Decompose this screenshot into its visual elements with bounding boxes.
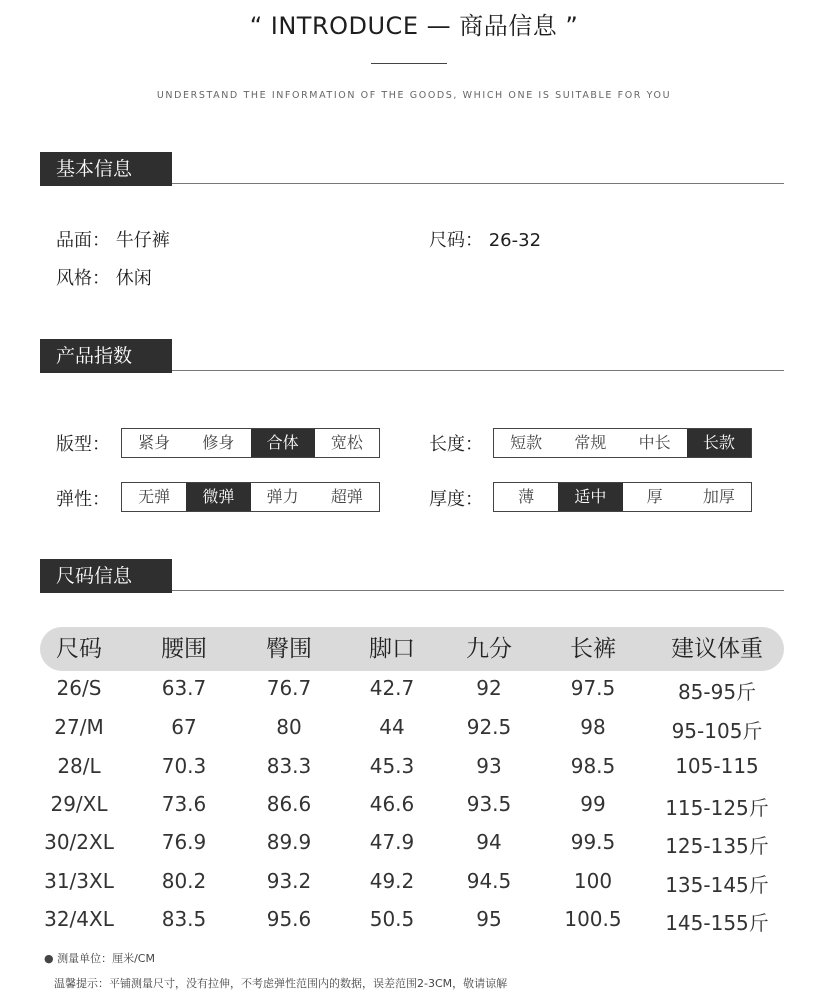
size-table-cell: 67 [171, 715, 197, 739]
elasticity-label: 弹性： [56, 489, 110, 510]
size-table-cell: 105-115 [675, 754, 759, 778]
thickness-option-selected: 适中 [558, 483, 622, 511]
size-table-cell: 73.6 [161, 792, 207, 816]
size-table-cell: 26/S [56, 676, 102, 700]
length-selector [493, 428, 752, 458]
size-table-cell: 31/3XL [44, 869, 114, 893]
size-table-cell: 115-125斤 [665, 796, 769, 820]
size-table-cell: 94 [476, 830, 502, 854]
size-table-header-cell: 脚口 [369, 636, 415, 662]
size-table-cell: 89.9 [266, 830, 312, 854]
warm-tip-note: 温馨提示：平铺测量尺寸，没有拉伸，不考虑弹性范围内的数据，误差范围2-3CM，敬请谅解 [54, 977, 508, 990]
size-table-cell: 45.3 [369, 754, 415, 778]
size-table-cell: 98.5 [570, 754, 616, 778]
size-table-cell: 47.9 [369, 830, 415, 854]
size-table-cell: 76.9 [161, 830, 207, 854]
elasticity-option-selected: 微弹 [186, 483, 250, 511]
fit-option: 宽松 [330, 433, 363, 452]
size-range-info: 尺码： 26-32 [429, 230, 542, 251]
size-table-cell: 83.5 [161, 907, 207, 931]
section-basic-info-label: 基本信息 [40, 152, 172, 186]
size-table-cell: 92 [476, 676, 502, 700]
size-table-header-cell: 建议体重 [671, 636, 763, 662]
size-table-cell: 94.5 [466, 869, 512, 893]
size-table-header-cell: 尺码 [56, 636, 102, 662]
size-table-cell: 76.7 [266, 676, 312, 700]
size-table-cell: 99 [580, 792, 606, 816]
size-table-cell: 63.7 [161, 676, 207, 700]
length-option: 常规 [574, 433, 607, 452]
size-table-cell: 97.5 [570, 676, 616, 700]
section-divider [172, 370, 784, 372]
size-table-cell: 145-155斤 [665, 911, 769, 935]
size-table-cell: 80 [276, 715, 302, 739]
fit-option-selected: 合体 [251, 429, 315, 457]
size-table-cell: 83.3 [266, 754, 312, 778]
length-label: 长度： [429, 434, 483, 455]
size-table-header-cell: 长裤 [570, 636, 616, 662]
style-info: 风格： 休闲 [56, 268, 152, 289]
thickness-label: 厚度： [429, 489, 483, 510]
size-table-cell: 100.5 [564, 907, 622, 931]
elasticity-selector [121, 482, 380, 512]
size-table-cell: 80.2 [161, 869, 207, 893]
size-table-cell: 42.7 [369, 676, 415, 700]
size-table-cell: 93 [476, 754, 502, 778]
size-table-cell: 70.3 [161, 754, 207, 778]
page-subtitle: UNDERSTAND THE INFORMATION OF THE GOODS, WHICH ONE IS SUITABLE FOR YOU [156, 90, 672, 101]
size-table-cell: 99.5 [570, 830, 616, 854]
size-table-header-cell: 腰围 [161, 636, 207, 662]
fit-option: 修身 [202, 433, 235, 452]
section-divider [172, 183, 784, 185]
fabric-info: 品面： 牛仔裤 [56, 230, 170, 251]
size-table-cell: 28/L [57, 754, 101, 778]
thickness-option: 加厚 [702, 487, 735, 506]
section-size-info [40, 559, 784, 593]
size-table-cell: 100 [573, 869, 613, 893]
size-table-cell: 95-105斤 [671, 719, 763, 743]
size-table-cell: 92.5 [466, 715, 512, 739]
section-basic-info [40, 152, 784, 186]
size-table-cell: 30/2XL [44, 830, 114, 854]
thickness-option: 厚 [646, 487, 663, 506]
size-table-cell: 98 [580, 715, 606, 739]
size-table-cell: 93.5 [466, 792, 512, 816]
section-product-index-label: 产品指数 [40, 339, 172, 373]
section-product-index [40, 339, 784, 373]
title-divider [371, 63, 447, 64]
fit-selector [121, 428, 380, 458]
length-option: 中长 [638, 433, 671, 452]
fit-option: 紧身 [138, 433, 171, 452]
page-title: “ INTRODUCE — 商品信息 ” [249, 12, 579, 40]
size-table-cell: 32/4XL [44, 907, 114, 931]
elasticity-option: 无弹 [138, 487, 171, 506]
size-table-cell: 95 [476, 907, 502, 931]
size-table-cell: 85-95斤 [677, 680, 757, 704]
size-table-cell: 27/M [54, 715, 104, 739]
size-table-cell: 93.2 [266, 869, 312, 893]
section-size-info-label: 尺码信息 [40, 559, 172, 593]
size-table-header-cell: 九分 [466, 636, 512, 662]
size-table-header-cell: 臀围 [266, 636, 312, 662]
size-table-cell: 86.6 [266, 792, 312, 816]
size-table-cell: 135-145斤 [665, 873, 769, 897]
size-table-cell: 49.2 [369, 869, 415, 893]
size-table-cell: 29/XL [50, 792, 108, 816]
length-option-selected: 长款 [687, 429, 751, 457]
elasticity-option: 超弹 [330, 487, 363, 506]
thickness-selector [493, 482, 752, 512]
thickness-option: 薄 [518, 487, 535, 506]
size-table-cell: 125-135斤 [665, 834, 769, 858]
measurement-unit-note: ● 测量单位：厘米/CM [44, 952, 155, 965]
size-table-cell: 95.6 [266, 907, 312, 931]
size-table-cell: 50.5 [369, 907, 415, 931]
size-table-cell: 46.6 [369, 792, 415, 816]
elasticity-option: 弹力 [266, 487, 299, 506]
section-divider [172, 590, 784, 592]
length-option: 短款 [510, 433, 543, 452]
fit-label: 版型： [56, 434, 110, 455]
size-table-cell: 44 [379, 715, 405, 739]
